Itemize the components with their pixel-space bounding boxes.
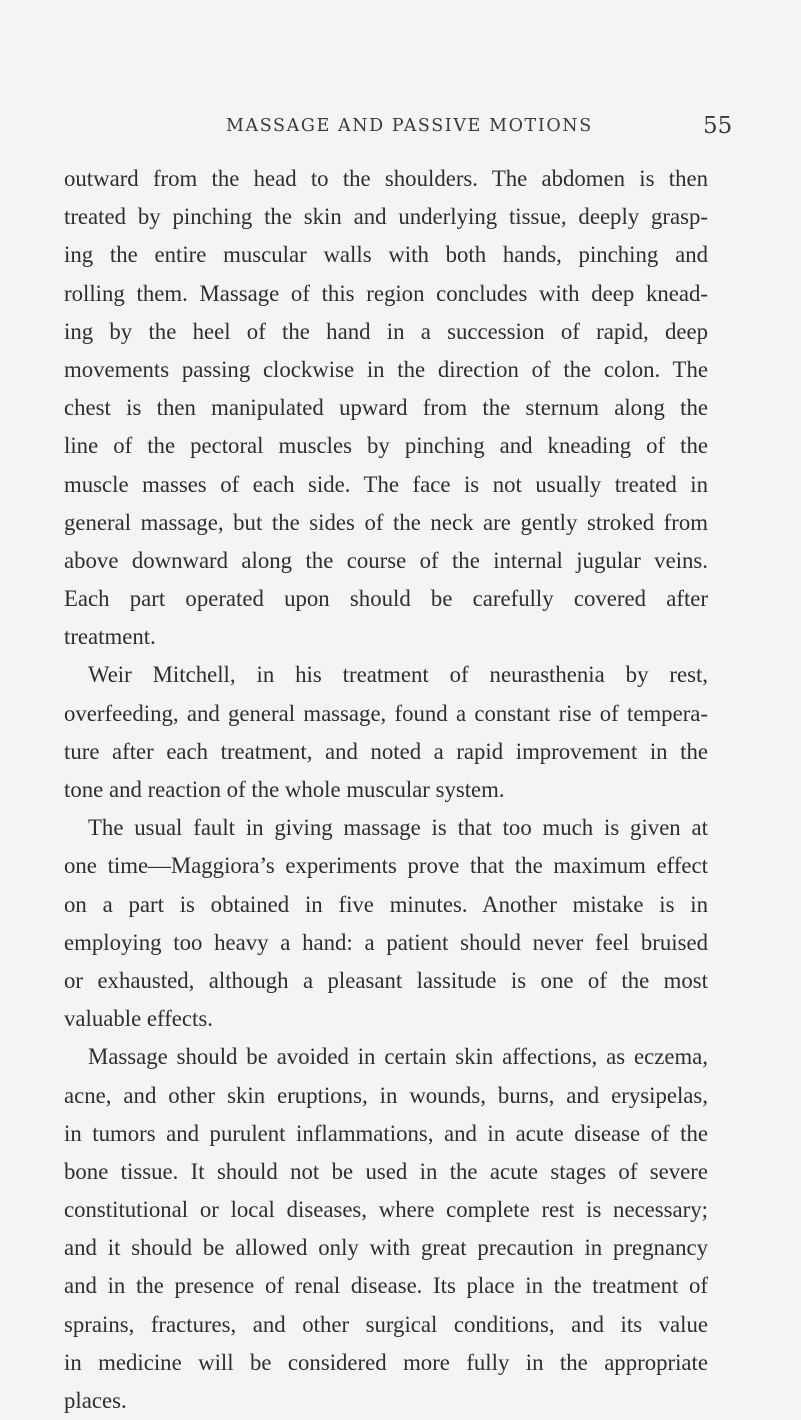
- body-text: [64, 160, 708, 1420]
- text-line: in tumors and purulent inflammations, and in acute disease of the: [64, 1120, 708, 1146]
- text-line: in medicine will be considered more fully in the appropriate: [64, 1349, 708, 1375]
- text-line: constitutional or local diseases, where complete rest is necessary;: [64, 1197, 708, 1223]
- text-line: Weir Mitchell, in his treatment of neurasthenia by rest,: [88, 662, 708, 688]
- text-line: treatment.: [64, 624, 156, 650]
- text-line: Each part operated upon should be carefully covered after: [64, 586, 708, 612]
- text-line: Massage should be avoided in certain skin affections, as eczema,: [88, 1044, 708, 1070]
- text-line: one time—Maggiora’s experiments prove that the maximum effect: [64, 853, 708, 879]
- page-number: 55: [703, 113, 733, 139]
- text-line: rolling them. Massage of this region concludes with deep knead-: [64, 280, 708, 306]
- running-head: MASSAGE AND PASSIVE MOTIONS: [226, 116, 593, 136]
- text-line: above downward along the course of the internal jugular veins.: [64, 547, 708, 573]
- text-line: ing by the heel of the hand in a succession of rapid, deep: [64, 318, 708, 344]
- text-line: tone and reaction of the whole muscular system.: [64, 777, 505, 802]
- text-line: and in the presence of renal disease. Its place in the treatment of: [64, 1273, 708, 1299]
- text-line: bone tissue. It should not be used in the acute stages of severe: [64, 1158, 708, 1184]
- text-line: employing too heavy a hand: a patient should never feel bruised: [64, 929, 708, 955]
- text-line: movements passing clockwise in the direction of the colon. The: [64, 356, 708, 382]
- text-line: line of the pectoral muscles by pinching and kneading of the: [64, 433, 708, 459]
- text-line: valuable effects.: [64, 1006, 213, 1032]
- text-line: general massage, but the sides of the neck are gently stroked from: [64, 509, 708, 535]
- text-line: muscle masses of each side. The face is not usually treated in: [64, 471, 708, 497]
- text-line: ture after each treatment, and noted a rapid improvement in the: [64, 738, 708, 764]
- text-line: acne, and other skin eruptions, in wounds, burns, and erysipelas,: [64, 1082, 708, 1108]
- text-line: on a part is obtained in five minutes. Another mistake is in: [64, 891, 708, 917]
- text-line: chest is then manipulated upward from the sternum along the: [64, 395, 708, 421]
- text-line: or exhausted, although a pleasant lassitude is one of the most: [64, 967, 708, 993]
- text-line: and it should be allowed only with great precaution in pregnancy: [64, 1235, 708, 1261]
- text-line: outward from the head to the shoulders. The abdomen is then: [64, 166, 708, 191]
- text-line: overfeeding, and general massage, found a constant rise of tempera-: [64, 700, 708, 726]
- text-line: sprains, fractures, and other surgical conditions, and its value: [64, 1311, 708, 1337]
- text-line: ing the entire muscular walls with both hands, pinching and: [64, 242, 708, 268]
- text-line: places.: [64, 1388, 127, 1413]
- text-line: treated by pinching the skin and underlying tissue, deeply grasp-: [64, 204, 708, 230]
- text-line: The usual fault in giving massage is that too much is given at: [88, 815, 708, 841]
